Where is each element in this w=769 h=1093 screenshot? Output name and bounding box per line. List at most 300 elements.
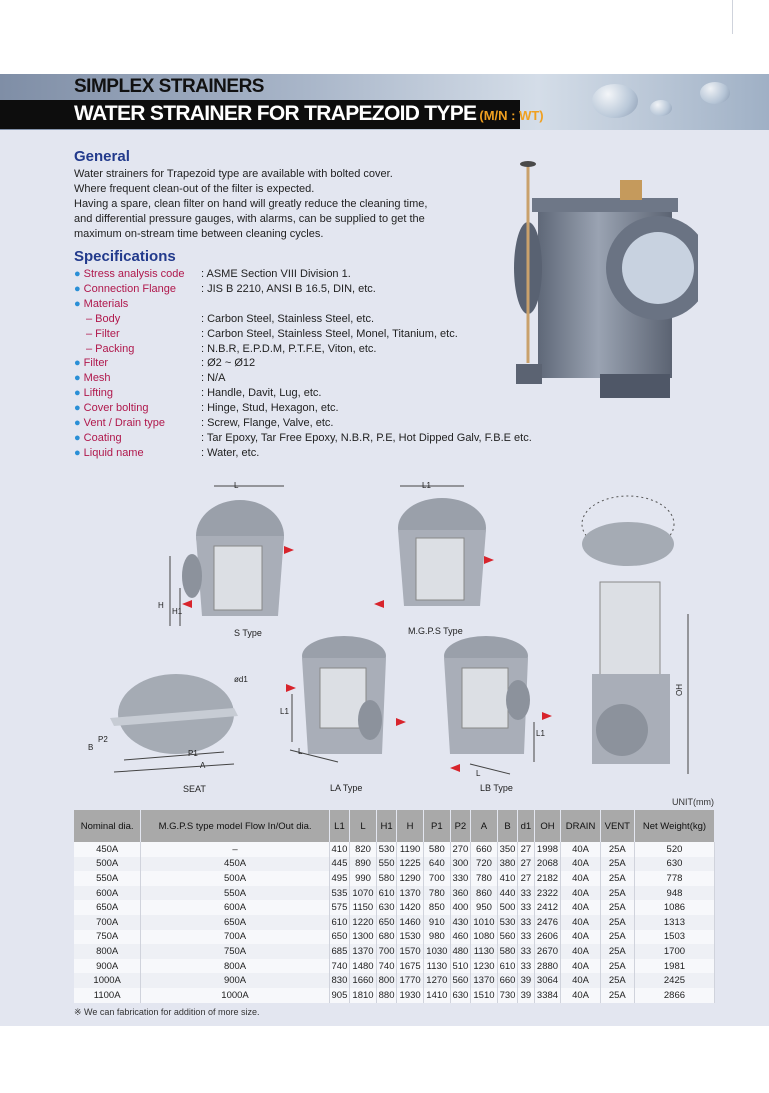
lb-type-diagram [430,632,560,782]
bullet-icon: ● [74,387,81,400]
table-cell: 25A [600,988,634,1003]
table-cell: 33 [518,930,534,945]
table-cell: 778 [634,871,714,886]
mgps-type-caption: M.G.P.S Type [408,626,463,636]
table-cell: 1130 [423,959,450,974]
table-cell: 33 [518,886,534,901]
table-cell: 1981 [634,959,714,974]
bullet-icon: ● [74,446,81,459]
table-header-cell: Net Weight(kg) [634,810,714,842]
table-row [74,930,715,945]
table-cell: 1290 [397,871,424,886]
outlet-flange [358,700,382,740]
spec-label [74,312,201,327]
table-cell: 1530 [397,930,424,945]
spec-label [74,267,201,282]
table-cell: 2670 [534,944,561,959]
table-cell: 2425 [634,973,714,988]
table-cell: 530 [497,915,517,930]
spec-label [74,371,201,386]
spec-label [74,327,201,342]
table-cell: 630 [634,857,714,872]
table-cell: 580 [376,871,396,886]
dim-l1-label: L1 [536,729,545,738]
table-cell: 800A [74,944,141,959]
lb-type-caption: LB Type [480,783,513,793]
filter-basket [214,546,262,610]
table-cell: 33 [518,959,534,974]
table-cell: 410 [497,871,517,886]
table-cell: 350 [497,842,517,857]
table-cell: 39 [518,973,534,988]
water-drop-decoration [650,100,672,116]
table-cell: 1220 [350,915,377,930]
table-cell: 750A [74,930,141,945]
table-cell: 535 [329,886,349,901]
table-header-cell: OH [534,810,561,842]
table-cell: 900A [141,973,329,988]
table-cell: 2880 [534,959,561,974]
table-cell: 550A [141,886,329,901]
general-line: Where frequent clean-out of the filter is expected. [74,183,315,195]
spec-label [74,446,201,461]
bullet-icon: ● [74,297,81,310]
dim-l-label: L [298,747,303,756]
table-cell: 3064 [534,973,561,988]
table-cell: 2412 [534,900,561,915]
table-cell: 330 [450,871,470,886]
drain-valve [516,364,542,384]
outlet-flange [596,704,648,756]
table-cell: 1100A [74,988,141,1003]
dim-d1-label: ød1 [234,675,248,684]
table-cell: 1675 [397,959,424,974]
general-line: Having a spare, clean filter on hand will greatly reduce the cleaning time, [74,198,428,210]
spec-value: : N.B.R, E.P.D.M, P.T.F.E, Viton, etc. [201,342,377,355]
general-heading: General [74,148,130,165]
general-line: and differential pressure gauges, with alarms, can be supplied to get the [74,213,425,225]
top-rule [732,0,733,34]
series-title: SIMPLEX STRAINERS [74,76,264,97]
spec-label-text: Stress analysis code [83,268,185,280]
table-cell: 40A [561,886,600,901]
table-header-cell: A [471,810,498,842]
dimensions-table [74,810,715,1003]
table-cell: 800A [141,959,329,974]
table-cell: 630 [450,988,470,1003]
table-cell: 40A [561,944,600,959]
table-cell: 1070 [350,886,377,901]
table-cell: 700 [423,871,450,886]
bullet-icon: ● [74,402,81,415]
table-cell: 990 [350,871,377,886]
table-cell: 40A [561,930,600,945]
table-cell: 1810 [350,988,377,1003]
table-cell: 33 [518,915,534,930]
table-cell: 33 [518,944,534,959]
table-cell: 1313 [634,915,714,930]
table-row [74,857,715,872]
table-header-cell: M.G.P.S type model Flow In/Out dia. [141,810,329,842]
flow-out-arrow-icon [396,718,406,726]
table-cell: 25A [600,900,634,915]
table-header-cell: L1 [329,810,349,842]
dim-h-label: H [158,601,164,610]
table-cell: 550A [74,871,141,886]
table-cell: 2866 [634,988,714,1003]
table-cell: 520 [634,842,714,857]
table-header-cell: d1 [518,810,534,842]
vent-valve [620,180,642,200]
table-cell: 650 [376,915,396,930]
table-cell: 685 [329,944,349,959]
table-cell: 33 [518,900,534,915]
table-cell: 39 [518,988,534,1003]
table-cell: 650A [141,915,329,930]
page-title-text: WATER STRAINER FOR TRAPEZOID TYPE [74,102,477,125]
table-cell: 1370 [471,973,498,988]
spec-label-text: Cover bolting [83,402,149,415]
inlet-flange [182,554,202,598]
table-row [74,842,715,857]
table-cell: 700A [74,915,141,930]
spec-value: : Ø2 ~ Ø12 [201,357,256,370]
table-cell: 40A [561,871,600,886]
table-row [74,871,715,886]
spec-label [74,386,201,401]
dim-p1-label: P1 [188,749,198,758]
flow-in-arrow-icon [484,556,494,564]
spec-row [74,446,614,461]
table-cell: 1080 [471,930,498,945]
table-cell: 1190 [397,842,424,857]
spec-value: : Hinge, Stud, Hexagon, etc. [201,402,339,415]
bullet-icon: ● [74,417,81,430]
bullet-icon: ● [74,431,81,444]
table-cell: 1660 [350,973,377,988]
table-cell: 740 [329,959,349,974]
spec-label [74,416,201,431]
spec-label-text: – Body [86,312,121,325]
table-cell: 450A [74,842,141,857]
spec-value: : N/A [201,372,226,385]
table-cell: 830 [329,973,349,988]
spec-label-text: Lifting [83,387,114,400]
table-cell: 1000A [74,973,141,988]
table-cell: 1230 [471,959,498,974]
table-header-cell: DRAIN [561,810,600,842]
table-cell: 560 [497,930,517,945]
table-cell: 40A [561,973,600,988]
spec-label-text: Connection Flange [83,282,176,295]
table-header-cell: Nominal dia. [74,810,141,842]
table-cell: 1010 [471,915,498,930]
table-cell: 950 [471,900,498,915]
table-header-cell: H1 [376,810,396,842]
bullet-icon: ● [74,282,81,295]
table-cell: 430 [450,915,470,930]
table-cell: 905 [329,988,349,1003]
dim-l1-label: L1 [280,707,289,716]
dim-b-label: B [88,743,94,752]
table-cell: 1410 [423,988,450,1003]
table-cell: 780 [423,886,450,901]
table-cell: – [141,842,329,857]
table-cell: 2476 [534,915,561,930]
cover-plate [582,522,674,566]
footnote: ※ We can fabrication for addition of more size. [74,1007,260,1017]
table-cell: 1270 [423,973,450,988]
bullet-icon: ● [74,268,81,280]
table-row [74,900,715,915]
table-cell: 1370 [350,944,377,959]
table-cell: 1930 [397,988,424,1003]
table-cell: 1086 [634,900,714,915]
general-description [74,167,494,242]
table-cell: 25A [600,842,634,857]
table-cell: 440 [497,886,517,901]
table-cell: 27 [518,871,534,886]
spec-row [74,431,614,446]
table-cell: 270 [450,842,470,857]
table-header-cell: H [397,810,424,842]
spec-value: : Carbon Steel, Stainless Steel, Monel, Titanium, etc. [201,327,458,340]
table-cell: 40A [561,915,600,930]
table-cell: 2606 [534,930,561,945]
table-cell: 360 [450,886,470,901]
table-cell: 40A [561,857,600,872]
table-cell: 500 [497,900,517,915]
seat-caption: SEAT [183,784,206,794]
table-cell: 1480 [350,959,377,974]
table-cell: 40A [561,900,600,915]
page-title [74,102,544,126]
dim-p2-label: P2 [98,735,108,744]
spec-label [74,297,201,312]
exploded-view-diagram [578,484,698,784]
table-cell: 1225 [397,857,424,872]
table-cell: 2322 [534,886,561,901]
table-row [74,988,715,1003]
outlet-flange [506,680,530,720]
table-cell: 500A [141,871,329,886]
table-cell: 660 [497,973,517,988]
spec-value: : Tar Epoxy, Tar Free Epoxy, N.B.R, P.E, Hot Dipped Galv, F.B.E etc. [201,431,532,444]
filter-basket [416,538,464,600]
spec-label-text: – Packing [86,342,135,355]
flow-in-arrow-icon [284,546,294,554]
table-cell: 820 [350,842,377,857]
table-cell: 510 [450,959,470,974]
table-cell: 980 [423,930,450,945]
table-cell: 25A [600,886,634,901]
spec-label-text: Mesh [83,372,111,385]
dim-oh-label: OH [675,684,684,696]
spec-label-text: Coating [83,431,122,444]
table-cell: 1150 [350,900,377,915]
spec-value: : Handle, Davit, Lug, etc. [201,387,322,400]
la-type-diagram [278,632,408,782]
dim-l1-label: L1 [422,481,431,490]
table-cell: 550 [376,857,396,872]
flow-out-arrow-icon [182,600,192,608]
table-cell: 40A [561,959,600,974]
spec-label [74,401,201,416]
table-cell: 948 [634,886,714,901]
table-cell: 900A [74,959,141,974]
table-cell: 910 [423,915,450,930]
table-cell: 740 [376,959,396,974]
table-cell: 630 [376,900,396,915]
unit-label: UNIT(mm) [672,797,714,807]
table-cell: 1030 [423,944,450,959]
model-number: (M/N : WT) [479,108,544,123]
table-cell: 720 [471,857,498,872]
table-cell: 40A [561,988,600,1003]
table-cell: 860 [471,886,498,901]
table-cell: 1998 [534,842,561,857]
table-cell: 27 [518,857,534,872]
strainer-product-photo [508,158,698,408]
table-cell: 1300 [350,930,377,945]
table-header-cell: P1 [423,810,450,842]
table-cell: 880 [376,988,396,1003]
table-header-cell: B [497,810,517,842]
table-cell: 400 [450,900,470,915]
table-cell: 40A [561,842,600,857]
spec-label [74,431,201,446]
table-cell: 25A [600,959,634,974]
spec-label-text: Vent / Drain type [83,417,165,430]
table-cell: 580 [497,944,517,959]
spec-label [74,282,201,297]
water-drop-decoration [592,84,638,118]
outlet-opening [622,232,694,304]
filter-basket [462,668,508,728]
table-cell: 650A [74,900,141,915]
dim-l-label: L [476,769,481,778]
table-cell: 700A [141,930,329,945]
table-cell: 25A [600,915,634,930]
flow-out-arrow-icon [450,764,460,772]
table-cell: 640 [423,857,450,872]
spec-value: : JIS B 2210, ANSI B 16.5, DIN, etc. [201,282,376,295]
table-cell: 680 [376,930,396,945]
table-header-row [74,810,715,842]
table-cell: 25A [600,857,634,872]
table-row [74,886,715,901]
table-cell: 460 [450,930,470,945]
table-cell: 530 [376,842,396,857]
table-cell: 730 [497,988,517,1003]
flow-in-arrow-icon [286,684,296,692]
table-row [74,915,715,930]
dim-a-label: A [200,761,206,770]
table-cell: 610 [329,915,349,930]
table-cell: 700 [376,944,396,959]
table-row [74,973,715,988]
table-cell: 600A [141,900,329,915]
s-type-diagram [152,476,302,636]
spec-label [74,356,201,371]
table-row [74,959,715,974]
table-cell: 1503 [634,930,714,945]
table-cell: 580 [423,842,450,857]
water-drop-decoration [700,82,730,104]
table-cell: 450A [141,857,329,872]
spec-value: : Screw, Flange, Valve, etc. [201,417,334,430]
table-cell: 560 [450,973,470,988]
table-cell: 25A [600,930,634,945]
support-base [600,374,670,398]
table-cell: 800 [376,973,396,988]
filter-basket [600,582,660,682]
spec-label-text: Liquid name [83,446,144,459]
table-cell: 1000A [141,988,329,1003]
spec-value: : ASME Section VIII Division 1. [201,268,351,280]
spec-label-text: – Filter [86,327,120,340]
table-cell: 480 [450,944,470,959]
bullet-icon: ● [74,372,81,385]
table-cell: 3384 [534,988,561,1003]
s-type-caption: S Type [234,628,262,638]
dim-l-label: L [234,481,239,490]
table-cell: 1460 [397,915,424,930]
table-cell: 610 [376,886,396,901]
table-cell: 25A [600,871,634,886]
table-cell: 25A [600,973,634,988]
table-cell: 2182 [534,871,561,886]
table-cell: 1130 [471,944,498,959]
mgps-type-diagram [360,476,510,626]
table-header-cell: VENT [600,810,634,842]
table-cell: 575 [329,900,349,915]
table-cell: 300 [450,857,470,872]
table-cell: 380 [497,857,517,872]
table-cell: 25A [600,944,634,959]
spec-row [74,416,614,431]
table-header-cell: P2 [450,810,470,842]
general-line: maximum on-stream time between cleaning cycles. [74,228,324,240]
table-cell: 650 [329,930,349,945]
table-cell: 500A [74,857,141,872]
table-cell: 660 [471,842,498,857]
specifications-heading: Specifications [74,248,176,265]
table-cell: 1770 [397,973,424,988]
table-body [74,842,715,1003]
bullet-icon: ● [74,357,81,370]
flow-out-arrow-icon [374,600,384,608]
flow-in-arrow-icon [542,712,552,720]
spec-label-text: Filter [83,357,109,370]
table-cell: 1510 [471,988,498,1003]
table-cell: 2068 [534,857,561,872]
table-cell: 850 [423,900,450,915]
table-cell: 780 [471,871,498,886]
spec-value: : Carbon Steel, Stainless Steel, etc. [201,312,375,325]
general-line: Water strainers for Trapezoid type are available with bolted cover. [74,168,393,180]
seat-diagram [84,668,254,780]
table-cell: 1370 [397,886,424,901]
table-cell: 410 [329,842,349,857]
valve-handwheel-icon [520,161,536,167]
table-cell: 27 [518,842,534,857]
dim-h1-label: H1 [172,607,183,616]
table-cell: 750A [141,944,329,959]
la-type-caption: LA Type [330,783,363,793]
table-cell: 1420 [397,900,424,915]
table-cell: 610 [497,959,517,974]
